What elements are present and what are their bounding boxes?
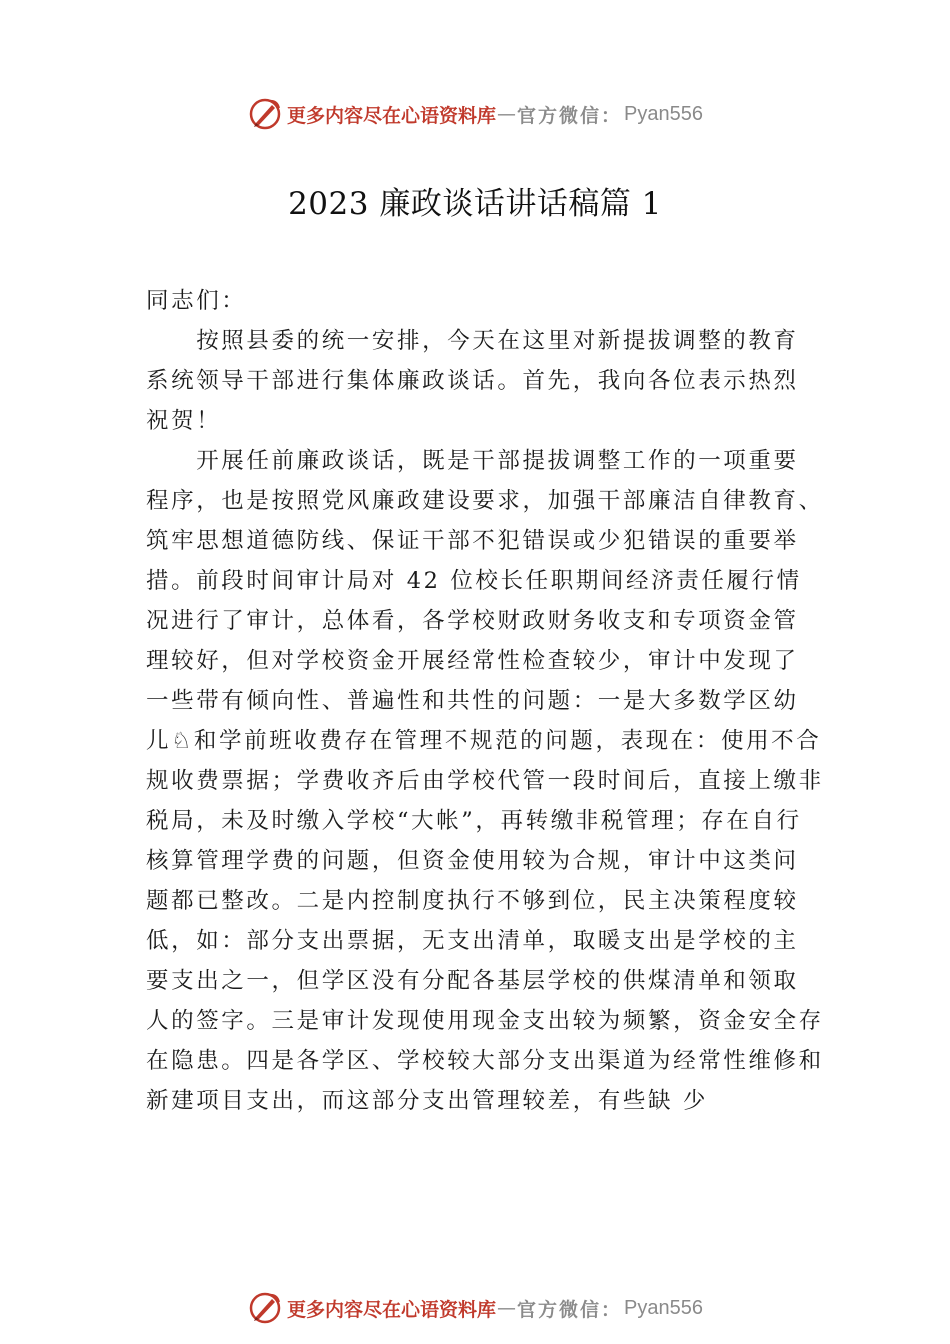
body-line: 按照县委的统一安排，今天在这里对新提拔调整的教育: [146, 328, 799, 354]
body-line: 题都已整改。二是内控制度执行不够到位，民主决策程度较: [146, 888, 799, 914]
body-line: 儿♘和学前班收费存在管理不规范的问题，表现在：使用不合: [146, 728, 822, 754]
header-dash: —: [497, 103, 517, 125]
body-line: 核算管理学费的问题，但资金使用较为合规，审计中这类问: [146, 848, 799, 874]
pen-logo-icon: [247, 96, 283, 132]
body-line: 系统领导干部进行集体廉政谈话。首先，我向各位表示热烈: [146, 368, 799, 394]
body-line: 在隐患。四是各学区、学校较大部分支出渠道为经常性维修和: [146, 1048, 824, 1074]
body-line: 同志们：: [146, 288, 247, 314]
body-line: 税局，未及时缴入学校“大帐”，再转缴非税管理；存在自行: [146, 808, 802, 834]
body-line: 况进行了审计，总体看，各学校财政财务收支和专项资金管: [146, 608, 799, 634]
document-title: 2023 廉政谈话讲话稿篇 1: [288, 186, 662, 222]
header-brand-text: 更多内容尽在心语资料库: [287, 104, 497, 127]
body-line: 祝贺！: [146, 408, 222, 434]
body-line: 一些带有倾向性、普遍性和共性的问题：一是大多数学区幼: [146, 688, 799, 714]
footer-brand-text: 更多内容尽在心语资料库: [287, 1298, 497, 1321]
footer-dash: —: [497, 1297, 517, 1319]
document-body: [146, 281, 824, 1121]
footer-wechat-id: Pyan556: [624, 1296, 703, 1319]
footer-banner: [0, 1288, 950, 1328]
header-wechat-label: 官方微信：: [517, 104, 623, 127]
pen-logo-icon: [247, 1290, 283, 1326]
body-line: 开展任前廉政谈话，既是干部提拔调整工作的一项重要: [146, 448, 799, 474]
body-line: 程序，也是按照党风廉政建设要求，加强干部廉洁自律教育、: [146, 488, 824, 514]
body-line: 要支出之一，但学区没有分配各基层学校的供煤清单和领取: [146, 968, 799, 994]
body-line: 筑牢思想道德防线、保证干部不犯错误或少犯错误的重要举: [146, 528, 799, 554]
header-wechat-id: Pyan556: [624, 102, 703, 125]
footer-wechat-label: 官方微信：: [517, 1298, 623, 1321]
body-line: 规收费票据；学费收齐后由学校代管一段时间后，直接上缴非: [146, 768, 824, 794]
body-line: 新建项目支出，而这部分支出管理较差，有些缺 少: [146, 1088, 708, 1114]
body-line: 理较好，但对学校资金开展经常性检查较少，审计中发现了: [146, 648, 799, 674]
body-line: 措。前段时间审计局对 42 位校长任职期间经济责任履行情: [146, 568, 802, 594]
body-line: 人的签字。三是审计发现使用现金支出较为频繁，资金安全存: [146, 1008, 824, 1034]
header-banner: [0, 94, 950, 134]
body-line: 低，如：部分支出票据，无支出清单，取暖支出是学校的主: [146, 928, 799, 954]
